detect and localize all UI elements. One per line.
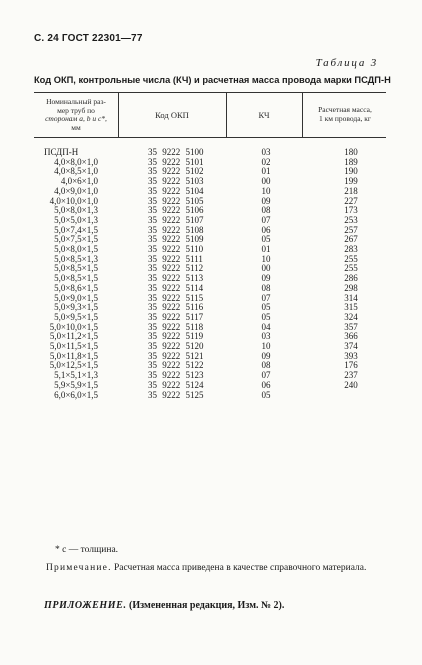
size-header-line: мер труб по <box>57 105 95 115</box>
okp-code-cell: 35 9222 5117 <box>148 311 204 322</box>
mass-cell: 314 <box>344 292 358 303</box>
okp-code-cell: 35 9222 5123 <box>148 370 204 381</box>
column-header-size <box>36 98 116 132</box>
check-number-cell: 01 <box>261 244 271 254</box>
column-header-mass <box>304 106 386 123</box>
check-number-cell: 06 <box>261 379 271 390</box>
check-number-cell: 09 <box>261 273 271 284</box>
check-number-cell: 10 <box>261 341 271 351</box>
column-divider-1 <box>118 92 119 137</box>
column-header-kch: КЧ <box>258 110 270 120</box>
size-header-line: сторонам a, b и c*, <box>45 114 107 124</box>
okp-code-cell: 35 9222 5119 <box>148 331 204 342</box>
table-top-rule <box>34 92 386 93</box>
okp-code-cell: 35 9222 5112 <box>148 263 204 274</box>
check-number-cell: 09 <box>261 350 271 361</box>
size-cell: 5,1×5,1×1,3 <box>54 370 98 381</box>
check-number-cell: 07 <box>261 214 271 225</box>
size-cell: 5,0×9,5×1,5 <box>54 311 98 322</box>
check-number-cell: 07 <box>261 370 271 381</box>
size-cell: 5,0×7,4×1,5 <box>54 224 98 235</box>
okp-code-cell: 35 9222 5121 <box>148 350 204 361</box>
okp-code-cell: 35 9222 5104 <box>148 185 204 196</box>
check-number-cell: 07 <box>261 292 271 303</box>
size-cell: 5,0×11,5×1,5 <box>49 341 98 351</box>
size-cell: 5,0×9,0×1,5 <box>54 292 98 303</box>
okp-code-cell: 35 9222 5122 <box>148 360 204 371</box>
check-number-cell: 01 <box>261 166 271 177</box>
okp-code-cell: 35 9222 5110 <box>148 244 204 254</box>
size-cell: 4,0×6×1,0 <box>60 176 98 187</box>
size-cell: 5,0×8,6×1,5 <box>54 282 98 293</box>
mass-header-line: Расчетная масса, <box>318 105 372 114</box>
check-number-cell: 10 <box>261 185 271 196</box>
note <box>34 561 384 576</box>
mass-cell: 255 <box>344 263 358 274</box>
mass-cell: 283 <box>344 244 358 254</box>
size-cell: ПСДП-Н <box>44 147 79 157</box>
size-cell: 4,0×8,5×1,0 <box>54 166 98 177</box>
check-number-cell: 04 <box>261 321 271 332</box>
appendix-title: ПРИЛОЖЕНИЕ. <box>44 600 127 611</box>
appendix-revision: (Измененная редакция, Изм. № 2). <box>126 600 285 611</box>
size-cell: 5,0×8,5×1,5 <box>54 263 98 274</box>
mass-cell: 199 <box>344 176 358 187</box>
mass-cell: 298 <box>344 282 358 293</box>
okp-code-cell: 35 9222 5111 <box>148 253 203 264</box>
check-number-cell: 05 <box>261 389 271 400</box>
mass-cell: 227 <box>344 195 358 206</box>
check-number-cell: 03 <box>261 147 271 157</box>
okp-code-cell: 35 9222 5124 <box>148 379 204 390</box>
okp-code-cell: 35 9222 5116 <box>148 302 204 313</box>
okp-code-cell: 35 9222 5106 <box>148 205 204 216</box>
mass-cell: 173 <box>344 205 358 216</box>
okp-code-cell: 35 9222 5109 <box>148 234 204 245</box>
size-cell: 5,0×10,0×1,5 <box>49 321 98 332</box>
mass-cell: 180 <box>344 147 358 157</box>
okp-code-cell: 35 9222 5105 <box>148 195 204 206</box>
size-cell: 5,0×9,3×1,5 <box>54 302 98 313</box>
check-number-cell: 08 <box>261 282 271 293</box>
okp-code-cell: 35 9222 5125 <box>148 389 204 400</box>
check-number-cell: 06 <box>261 224 271 235</box>
okp-code-cell: 35 9222 5100 <box>148 147 204 157</box>
mass-cell: 240 <box>344 379 358 390</box>
okp-code-cell: 35 9222 5120 <box>148 341 204 351</box>
size-cell: 5,0×8,0×1,3 <box>54 205 98 216</box>
size-cell: 6,0×6,0×1,5 <box>54 389 98 400</box>
okp-code-cell: 35 9222 5114 <box>148 282 204 293</box>
footnote: * c — толщина. <box>55 545 119 555</box>
mass-cell: 324 <box>344 311 358 322</box>
okp-code-cell: 35 9222 5113 <box>148 273 204 284</box>
mass-cell: 366 <box>344 331 358 342</box>
page-header: С. 24 ГОСТ 22301—77 <box>34 33 143 44</box>
table-row <box>0 391 422 401</box>
table-number: Таблица 3 <box>315 57 378 69</box>
okp-code-cell: 35 9222 5103 <box>148 176 204 187</box>
okp-code-cell: 35 9222 5101 <box>148 156 204 167</box>
size-cell: 5,0×12,5×1,5 <box>49 360 98 371</box>
mass-cell: 393 <box>344 350 358 361</box>
mass-cell: 315 <box>344 302 358 313</box>
mass-cell: 374 <box>344 341 358 351</box>
table-title: Код ОКП, контрольные числа (КЧ) и расчетная масса провода марки ПСДП-Н <box>34 75 391 85</box>
column-divider-2 <box>226 92 227 137</box>
okp-code-cell: 35 9222 5108 <box>148 224 204 235</box>
mass-cell: 267 <box>344 234 358 245</box>
mass-cell: 190 <box>344 166 358 177</box>
size-cell: 5,0×8,5×1,5 <box>54 273 98 284</box>
appendix-line <box>44 600 284 611</box>
okp-code-cell: 35 9222 5118 <box>148 321 204 332</box>
check-number-cell: 10 <box>261 253 271 264</box>
check-number-cell: 09 <box>261 195 271 206</box>
note-text: Расчетная масса приведена в качестве справочного материала. <box>111 563 367 573</box>
mass-cell: 286 <box>344 273 358 284</box>
okp-code-cell: 35 9222 5107 <box>148 214 204 225</box>
size-cell: 4,0×8,0×1,0 <box>54 156 98 167</box>
column-header-okp: Код ОКП <box>155 110 189 120</box>
check-number-cell: 08 <box>261 360 271 371</box>
mass-cell: 237 <box>344 370 358 381</box>
size-cell: 4,0×10,0×1,0 <box>49 195 98 206</box>
check-number-cell: 00 <box>261 176 271 187</box>
check-number-cell: 08 <box>261 205 271 216</box>
size-cell: 5,0×8,5×1,3 <box>54 253 98 264</box>
size-cell: 5,0×8,0×1,5 <box>54 244 98 254</box>
check-number-cell: 05 <box>261 234 271 245</box>
check-number-cell: 02 <box>261 156 271 167</box>
mass-cell: 357 <box>344 321 358 332</box>
okp-code-cell: 35 9222 5115 <box>148 292 204 303</box>
note-lead: Примечание. <box>46 563 112 573</box>
size-header-line: мм <box>71 122 81 132</box>
mass-cell: 253 <box>344 214 358 225</box>
size-cell: 5,0×11,2×1,5 <box>49 331 98 342</box>
table-header-rule <box>34 137 386 138</box>
mass-cell: 218 <box>344 185 358 196</box>
size-cell: 5,0×7,5×1,5 <box>54 234 98 245</box>
mass-header-line: 1 км провода, кг <box>318 113 372 123</box>
mass-cell: 176 <box>344 360 358 371</box>
mass-cell: 257 <box>344 224 358 235</box>
check-number-cell: 03 <box>261 331 271 342</box>
okp-code-cell: 35 9222 5102 <box>148 166 204 177</box>
mass-cell: 189 <box>344 156 358 167</box>
size-header-line: Номинальный раз- <box>46 97 106 106</box>
size-cell: 5,0×5,0×1,3 <box>54 214 98 225</box>
size-cell: 4,0×9,0×1,0 <box>54 185 98 196</box>
mass-cell: 255 <box>344 253 358 264</box>
column-divider-3 <box>302 92 303 137</box>
check-number-cell: 00 <box>261 263 271 274</box>
size-cell: 5,0×11,8×1,5 <box>49 350 98 361</box>
check-number-cell: 05 <box>261 302 271 313</box>
check-number-cell: 05 <box>261 311 271 322</box>
size-cell: 5,9×5,9×1,5 <box>54 379 98 390</box>
